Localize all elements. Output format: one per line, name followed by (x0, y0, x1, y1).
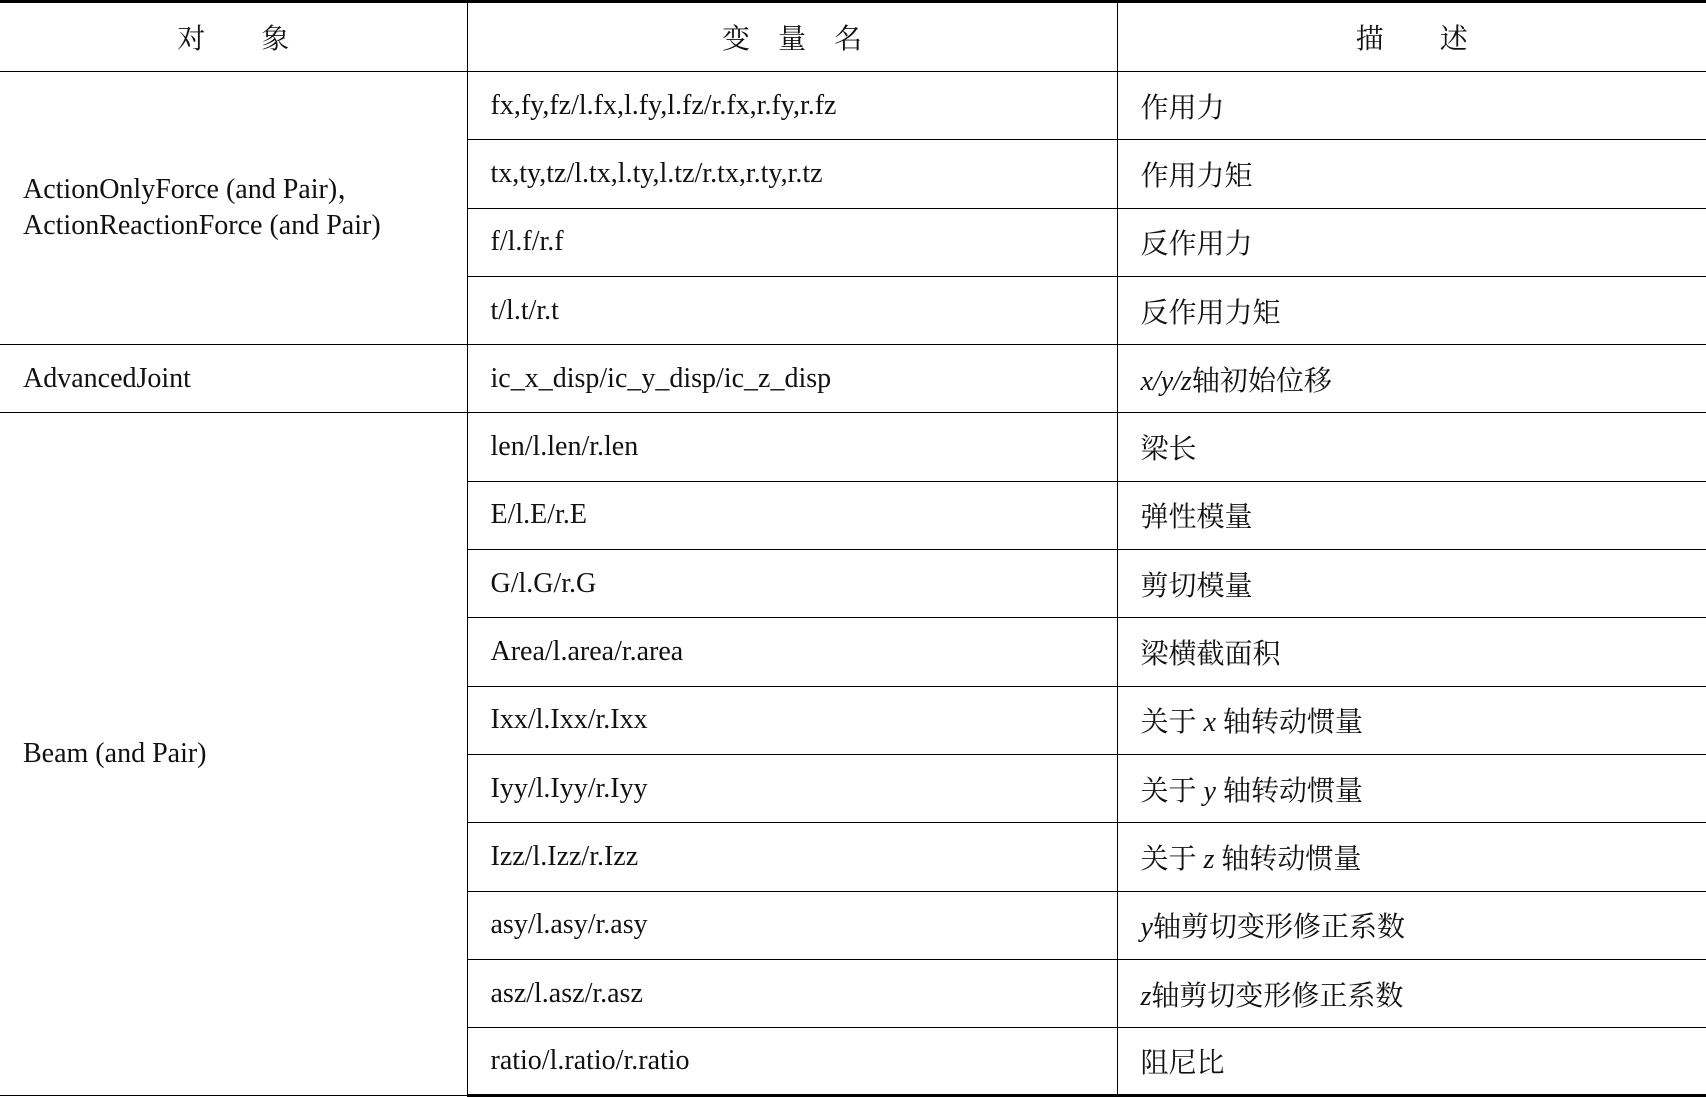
description-axis-symbol: x/y/z (1140, 365, 1192, 397)
object-cell (0, 345, 467, 413)
variable-name-cell: tx,ty,tz/l.tx,l.ty,l.tz/r.tx,r.ty,r.tz (467, 140, 1117, 208)
description-text: 轴转动惯量 (1221, 843, 1362, 875)
variable-name-cell: t/l.t/r.t (467, 276, 1117, 344)
description-cell (1117, 823, 1706, 891)
object-cell (0, 72, 467, 345)
table-body (0, 72, 1706, 1096)
object-name-line: Beam (and Pair) (23, 738, 207, 770)
description-cell (1117, 891, 1706, 959)
description-axis-symbol: x (1203, 707, 1216, 739)
variable-name-cell: Izz/l.Izz/r.Izz (467, 823, 1117, 891)
variable-name-cell: E/l.E/r.E (467, 481, 1117, 549)
header-object: 对 象 (0, 2, 467, 72)
variable-name-cell: G/l.G/r.G (467, 550, 1117, 618)
variable-name-cell: Area/l.area/r.area (467, 618, 1117, 686)
description-cell (1117, 140, 1706, 208)
description-text: 轴初始位移 (1191, 365, 1332, 397)
description-text: 轴剪切变形修正系数 (1151, 980, 1404, 1012)
table-row (0, 345, 1706, 413)
description-cell (1117, 686, 1706, 754)
variable-name-cell: len/l.len/r.len (467, 413, 1117, 481)
description-cell (1117, 72, 1706, 140)
description-prefix: 关于 (1140, 707, 1197, 739)
variable-name-cell: ratio/l.ratio/r.ratio (467, 1028, 1117, 1096)
description-cell (1117, 276, 1706, 344)
description-cell (1117, 550, 1706, 618)
description-text: 弹性模量 (1140, 502, 1253, 534)
variable-name-cell: asy/l.asy/r.asy (467, 891, 1117, 959)
table-header-row (0, 2, 1706, 72)
variable-name-cell: fx,fy,fz/l.fx,l.fy,l.fz/r.fx,r.fy,r.fz (467, 72, 1117, 140)
description-prefix: 关于 (1140, 843, 1197, 875)
variable-name-cell: f/l.f/r.f (467, 208, 1117, 276)
header-description: 描 述 (1117, 2, 1706, 72)
description-cell (1117, 618, 1706, 686)
description-cell (1117, 754, 1706, 822)
description-axis-symbol: y (1140, 912, 1153, 944)
description-cell (1117, 345, 1706, 413)
header-variable-name: 变 量 名 (467, 2, 1117, 72)
table-row (0, 413, 1706, 481)
description-text: 剪切模量 (1140, 570, 1253, 602)
description-text: 阻尼比 (1140, 1048, 1225, 1080)
description-axis-symbol: y (1203, 775, 1216, 807)
variable-name-cell: asz/l.asz/r.asz (467, 959, 1117, 1027)
object-name-line: AdvancedJoint (23, 362, 191, 394)
description-text: 轴转动惯量 (1222, 707, 1363, 739)
object-name-line: ActionReactionForce (and Pair) (23, 210, 381, 242)
variable-name-cell: Ixx/l.Ixx/r.Ixx (467, 686, 1117, 754)
description-cell (1117, 959, 1706, 1027)
description-text: 反作用力 (1140, 229, 1253, 261)
description-cell (1117, 481, 1706, 549)
description-text: 轴剪切变形修正系数 (1152, 912, 1405, 944)
description-text: 反作用力矩 (1140, 297, 1281, 329)
variable-name-cell: Iyy/l.Iyy/r.Iyy (467, 754, 1117, 822)
object-name-line: ActionOnlyForce (and Pair)， (23, 173, 366, 205)
description-text: 作用力矩 (1140, 160, 1253, 192)
description-cell (1117, 413, 1706, 481)
description-text: 作用力 (1140, 92, 1225, 124)
object-cell (0, 413, 467, 1096)
description-prefix: 关于 (1140, 775, 1197, 807)
description-text: 梁长 (1140, 434, 1197, 466)
description-text: 轴转动惯量 (1222, 775, 1363, 807)
description-axis-symbol: z (1203, 843, 1215, 875)
description-cell (1117, 208, 1706, 276)
description-cell (1117, 1028, 1706, 1096)
description-axis-symbol: z (1140, 980, 1152, 1012)
table-row (0, 72, 1706, 140)
description-text: 梁横截面积 (1140, 639, 1281, 671)
variable-name-cell: ic_x_disp/ic_y_disp/ic_z_disp (467, 345, 1117, 413)
